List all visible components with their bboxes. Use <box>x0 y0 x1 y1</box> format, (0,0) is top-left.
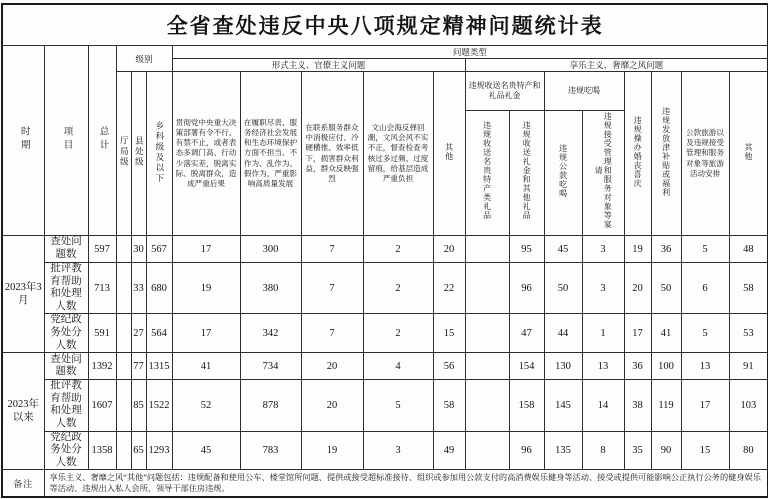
value-cell: 135 <box>544 431 582 470</box>
value-cell: 2 <box>363 263 433 314</box>
col-header-item <box>44 46 88 236</box>
value-cell: 95 <box>509 236 544 263</box>
value-cell: 56 <box>433 353 465 380</box>
value-cell <box>465 236 509 263</box>
value-cell <box>116 380 131 431</box>
value-cell: 45 <box>172 431 240 470</box>
col-header-hedonism-other: 其他 <box>729 72 768 236</box>
value-cell: 17 <box>681 380 729 431</box>
value-cell: 58 <box>433 380 465 431</box>
value-cell: 52 <box>172 380 240 431</box>
value-cell: 36 <box>624 353 651 380</box>
value-cell: 783 <box>240 431 301 470</box>
value-cell: 15 <box>433 314 465 353</box>
value-cell: 96 <box>509 431 544 470</box>
value-cell: 17 <box>624 314 651 353</box>
value-cell: 13 <box>681 353 729 380</box>
period-label: 时期 <box>18 126 29 153</box>
value-cell: 1 <box>582 314 624 353</box>
value-cell: 41 <box>172 353 240 380</box>
col-header-gifts-specialty: 违规收送名贵特产类礼品 <box>465 111 509 236</box>
item-cell: 批评教育帮助和处理人数 <box>44 263 88 314</box>
value-cell: 1358 <box>88 431 116 470</box>
value-cell: 597 <box>88 236 116 263</box>
item-label: 项目 <box>61 126 72 153</box>
value-cell: 22 <box>433 263 465 314</box>
col-header-total <box>88 46 116 236</box>
value-cell: 13 <box>582 353 624 380</box>
value-cell: 45 <box>544 236 582 263</box>
col-header-formalism-3: 在联系服务群众中消极应付、冷硬横推、效率低下，损害群众利益，群众反映强烈 <box>301 72 363 236</box>
item-cell: 查处问题数 <box>44 236 88 263</box>
value-cell: 47 <box>509 314 544 353</box>
value-cell: 4 <box>363 353 433 380</box>
value-cell: 1293 <box>146 431 172 470</box>
item-cell: 党纪政务处分人数 <box>44 314 88 353</box>
value-cell: 300 <box>240 236 301 263</box>
value-cell: 85 <box>131 380 146 431</box>
item-cell: 查处问题数 <box>44 353 88 380</box>
value-cell: 19 <box>172 263 240 314</box>
col-header-level-county: 县处级 <box>131 72 146 236</box>
col-header-allowance: 违规发放津补贴或福利 <box>651 72 681 236</box>
value-cell: 734 <box>240 353 301 380</box>
value-cell: 103 <box>729 380 768 431</box>
col-header-formalism-other: 其他 <box>433 72 465 236</box>
value-cell <box>465 380 509 431</box>
value-cell: 567 <box>146 236 172 263</box>
value-cell: 119 <box>651 380 681 431</box>
col-header-level-township: 乡科级及以下 <box>146 72 172 236</box>
value-cell: 1607 <box>88 380 116 431</box>
value-cell: 20 <box>433 236 465 263</box>
col-header-dining-public: 违规公款吃喝 <box>544 111 582 236</box>
value-cell: 3 <box>582 236 624 263</box>
col-header-dining-group: 违规吃喝 <box>544 72 624 111</box>
value-cell <box>116 431 131 470</box>
col-header-formalism-2: 在履职尽责、服务经济社会发展和生态环境保护方面不担当、不作为、乱作为、假作为，严重影响高质量发展 <box>240 72 301 236</box>
page-title: 全省查处违反中央八项规定精神问题统计表 <box>2 4 768 46</box>
value-cell: 77 <box>131 353 146 380</box>
value-cell: 2 <box>363 236 433 263</box>
value-cell <box>465 263 509 314</box>
col-header-hedonism-group: 享乐主义、奢靡之风问题 <box>465 59 768 72</box>
value-cell: 44 <box>544 314 582 353</box>
value-cell: 14 <box>582 380 624 431</box>
col-header-formalism-4: 文山会海反弹回潮，文风会风不实不正，督查检查考核过多过频、过度留痕，给基层造成严重负担 <box>363 72 433 236</box>
value-cell <box>465 314 509 353</box>
value-cell: 154 <box>509 353 544 380</box>
value-cell: 6 <box>681 263 729 314</box>
value-cell: 17 <box>172 314 240 353</box>
value-cell: 130 <box>544 353 582 380</box>
value-cell: 20 <box>301 380 363 431</box>
value-cell: 3 <box>582 263 624 314</box>
col-header-dining-banquet: 违规接受管理和服务对象等宴请 <box>582 111 624 236</box>
item-cell: 批评教育帮助和处理人数 <box>44 380 88 431</box>
value-cell: 27 <box>131 314 146 353</box>
value-cell: 158 <box>509 380 544 431</box>
value-cell <box>465 353 509 380</box>
value-cell: 1522 <box>146 380 172 431</box>
col-header-level-bureau: 厅局级 <box>116 72 131 236</box>
value-cell: 38 <box>624 380 651 431</box>
value-cell: 564 <box>146 314 172 353</box>
value-cell: 19 <box>301 431 363 470</box>
col-header-gifts-money: 违规收送礼金和其他礼品 <box>509 111 544 236</box>
value-cell <box>465 431 509 470</box>
value-cell: 5 <box>681 314 729 353</box>
value-cell: 1392 <box>88 353 116 380</box>
value-cell: 7 <box>301 263 363 314</box>
col-header-formalism-1: 贯彻党中央重大决策部署有令不行、有禁不止，或者表态多调门高、行动少落实差，脱离实际、脱离群众，造成严重后果 <box>172 72 240 236</box>
value-cell: 19 <box>624 236 651 263</box>
remark-text: 享乐主义、奢靡之风“其他”问题包括：违规配备和使用公车、楼堂馆所问题、提供或接受超标准接待、组织或参加用公款支付的高消费娱乐健身等活动、接受或提供可能影响公正执行公务的健身娱乐等活动、违规出入私人会所、领导干部住房违规。 <box>44 470 768 498</box>
value-cell: 41 <box>651 314 681 353</box>
value-cell: 48 <box>729 236 768 263</box>
value-cell: 145 <box>544 380 582 431</box>
value-cell: 20 <box>624 263 651 314</box>
total-label: 总计 <box>97 126 108 153</box>
value-cell: 591 <box>88 314 116 353</box>
value-cell: 342 <box>240 314 301 353</box>
value-cell: 35 <box>624 431 651 470</box>
value-cell: 7 <box>301 236 363 263</box>
period-cell: 2023年以来 <box>2 353 44 470</box>
value-cell: 58 <box>729 263 768 314</box>
value-cell: 33 <box>131 263 146 314</box>
value-cell: 30 <box>131 236 146 263</box>
value-cell: 380 <box>240 263 301 314</box>
value-cell: 90 <box>651 431 681 470</box>
remark-label: 备注 <box>2 470 44 498</box>
col-header-problem-type: 问题类型 <box>172 46 768 59</box>
value-cell: 49 <box>433 431 465 470</box>
col-header-gifts-group: 违规收送名贵特产和礼品礼金 <box>465 72 544 111</box>
col-header-wedding: 违规操办婚丧喜庆 <box>624 72 651 236</box>
value-cell <box>116 314 131 353</box>
col-header-formalism-group: 形式主义、官僚主义问题 <box>172 59 465 72</box>
value-cell: 8 <box>582 431 624 470</box>
value-cell: 53 <box>729 314 768 353</box>
value-cell: 50 <box>544 263 582 314</box>
value-cell: 96 <box>509 263 544 314</box>
value-cell: 680 <box>146 263 172 314</box>
value-cell: 17 <box>172 236 240 263</box>
value-cell <box>116 236 131 263</box>
value-cell: 1315 <box>146 353 172 380</box>
value-cell: 7 <box>301 314 363 353</box>
value-cell: 91 <box>729 353 768 380</box>
value-cell: 5 <box>363 380 433 431</box>
value-cell: 50 <box>651 263 681 314</box>
value-cell: 80 <box>729 431 768 470</box>
col-header-level-group: 级别 <box>116 46 172 72</box>
value-cell: 36 <box>651 236 681 263</box>
statistics-table <box>1 3 768 498</box>
col-header-travel: 公款旅游以及违规接受管理和服务对象等旅游活动安排 <box>681 72 729 236</box>
value-cell: 20 <box>301 353 363 380</box>
value-cell: 3 <box>363 431 433 470</box>
value-cell <box>116 263 131 314</box>
value-cell: 65 <box>131 431 146 470</box>
col-header-period <box>2 46 44 236</box>
value-cell: 100 <box>651 353 681 380</box>
period-cell: 2023年3月 <box>2 236 44 353</box>
value-cell: 878 <box>240 380 301 431</box>
value-cell: 15 <box>681 431 729 470</box>
value-cell <box>116 353 131 380</box>
value-cell: 2 <box>363 314 433 353</box>
value-cell: 5 <box>681 236 729 263</box>
item-cell: 党纪政务处分人数 <box>44 431 88 470</box>
value-cell: 713 <box>88 263 116 314</box>
